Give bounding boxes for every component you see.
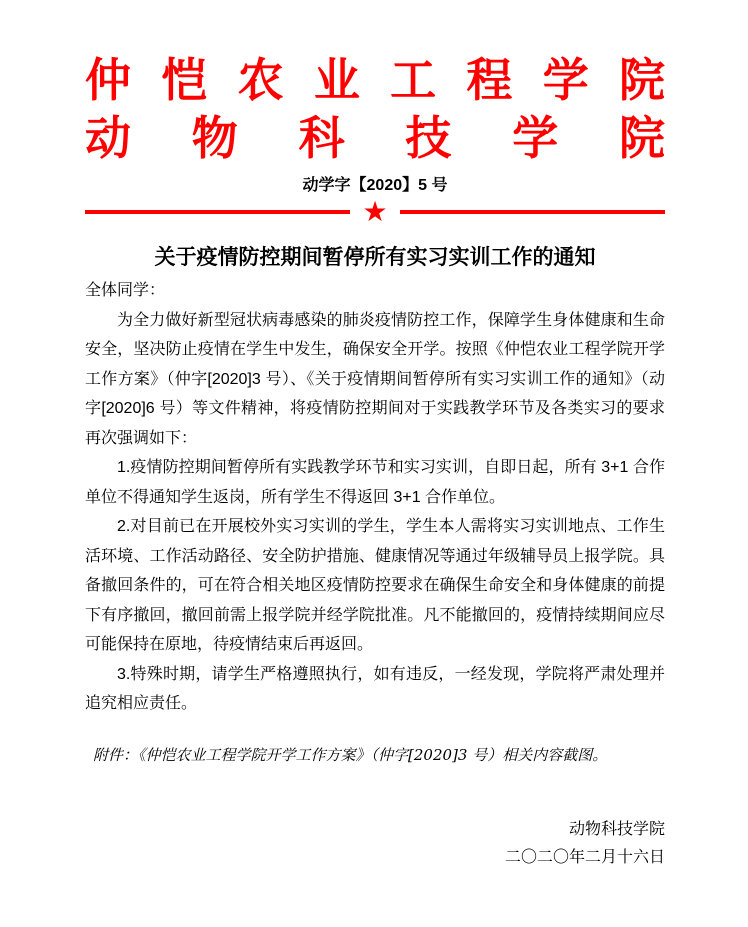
signature-org: 动物科技学院 [568, 820, 665, 838]
body-paragraph-intro: 为全力做好新型冠状病毒感染的肺炎疫情防控工作，保障学生身体健康和生命安全，坚决防止疫情在学生中发生，确保安全开学。按照《仲恺农业工程学院开学工作方案》（仲字[2020]3 号）、《关于疫情期间暂停所有实习实训工作的通知》（动字[2020]6 号）等文件精神，将疫情防控期间对于实践教学环节及各类实习的要求再次强调如下： [85, 311, 665, 447]
body-paragraph-item3: 3.特殊时期，请学生严格遵照执行，如有违反，一经发现，学院将严肃处理并追究相应责任。 [85, 665, 665, 712]
divider-line-right [400, 210, 665, 214]
attachment-note: 附件：《仲恺农业工程学院开学工作方案》（仲字[2020]3 号）相关内容截图。 [93, 745, 608, 764]
divider-line-left [85, 210, 350, 214]
letterhead [85, 55, 665, 226]
signature-date: 二〇二〇年二月十六日 [504, 848, 665, 866]
divider [85, 198, 665, 226]
org-name-line1: 仲 恺 农 业 工 程 学 院 [85, 54, 665, 106]
body-paragraph-item1: 1.疫情防控期间暂停所有实践教学环节和实习实训，自即日起，所有 3+1 合作单位不得通知学生返岗，所有学生不得返回 3+1 合作单位。 [85, 459, 665, 506]
notice-body [85, 276, 665, 719]
salutation: 全体同学： [85, 282, 166, 299]
notice-title: 关于疫情防控期间暂停所有实习实训工作的通知 [154, 246, 596, 269]
org-name-line2: 动 物 科 技 学 院 [85, 112, 665, 164]
signature-block [85, 816, 665, 872]
star-icon: ★ [362, 196, 388, 227]
body-paragraph-item2: 2.对目前已在开展校外实习实训的学生，学生本人需将实习实训地点、工作生活环境、工作活动路径、安全防护措施、健康情况等通过年级辅导员上报学院。具备撤回条件的，可在符合相关地区疫情防控要求在确保生命安全和身体健康的前提下有序撤回，撤回前需上报学院并经学院批准。凡不能撤回的，疫情持续期间应尽可能保持在原地，待疫情结束后再返回。 [85, 518, 665, 653]
doc-number: 动学字【2020】5 号 [302, 177, 448, 194]
